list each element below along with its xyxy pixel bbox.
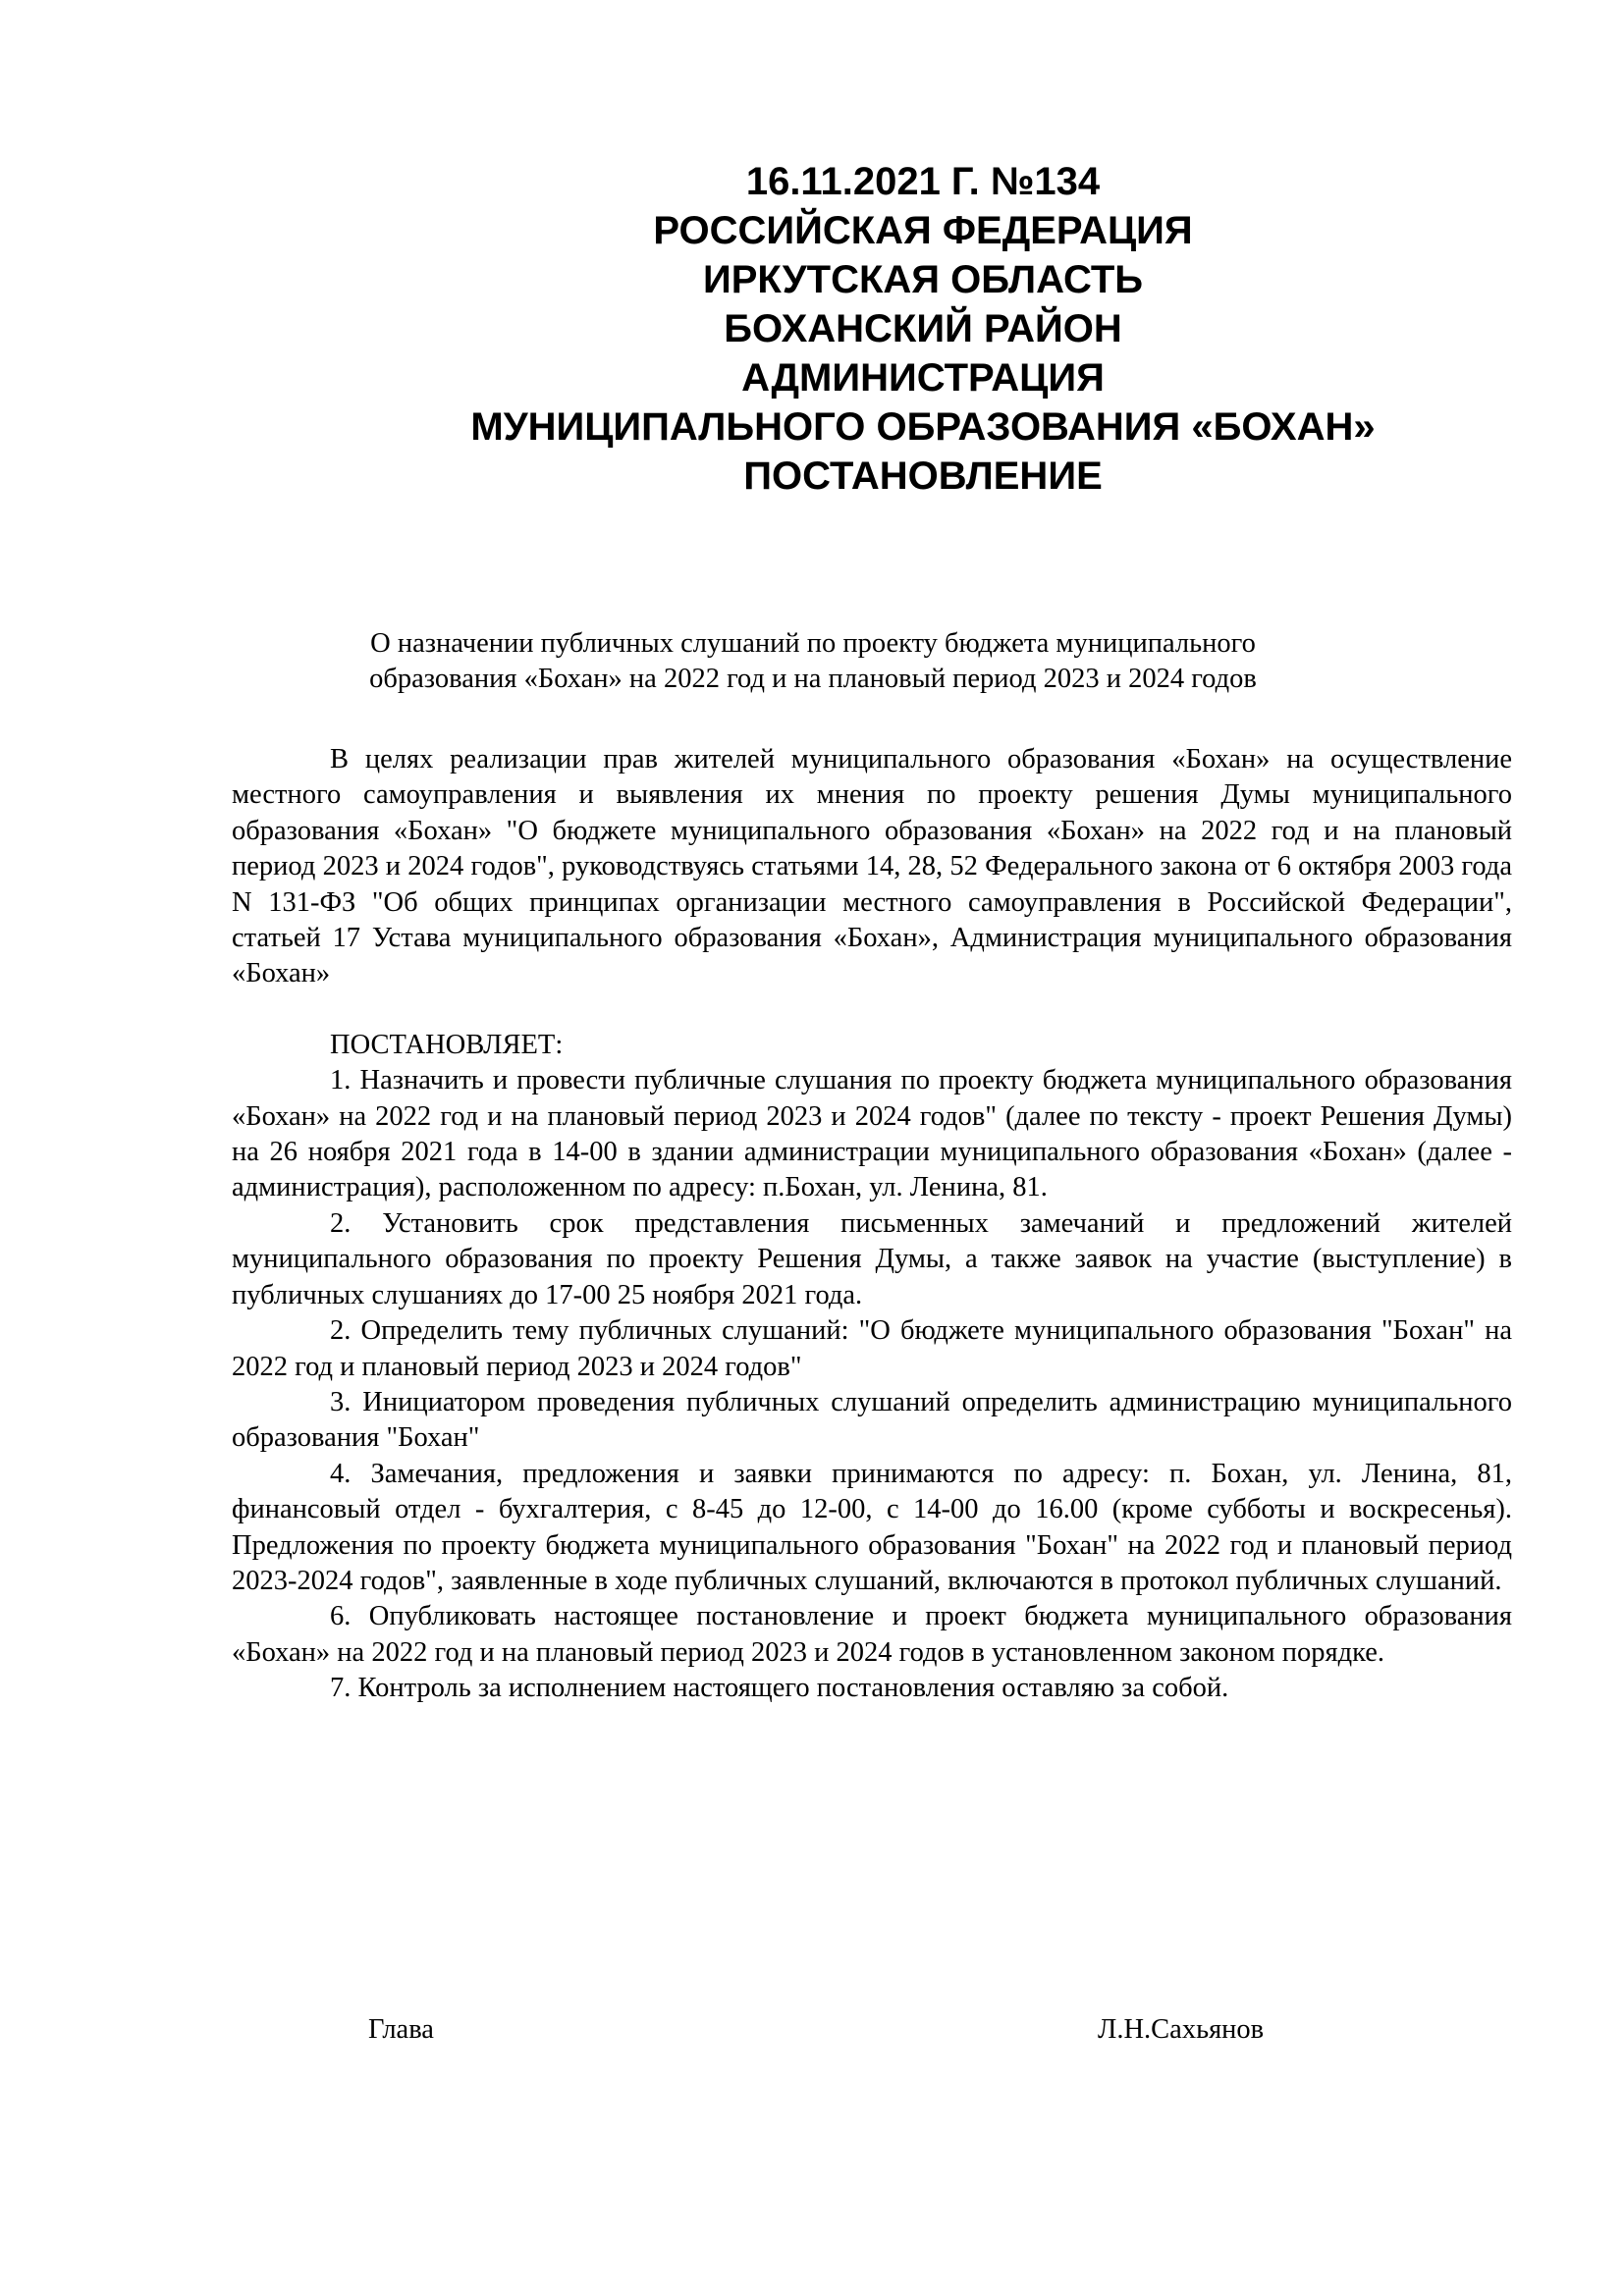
document-subject xyxy=(232,626,1394,697)
municipality-name: МУНИЦИПАЛЬНОГО ОБРАЗОВАНИЯ «БОХАН» xyxy=(470,405,1376,449)
document-body xyxy=(232,742,1512,1707)
decree-item-7: 7. Контроль за исполнением настоящего постановления оставляю за собой. xyxy=(330,1673,1229,1704)
country-name: РОССИЙСКАЯ ФЕДЕРАЦИЯ xyxy=(653,209,1193,252)
decree-item-2: 2. Установить срок представления письменных замечаний и предложений жителей муниципального образования по проекту Решения Думы, а также заявок на участие (выступление) в публичных слушаниях до 17-00 25 ноября 2021 года. xyxy=(232,1207,1512,1310)
decree-item-6: 6. Опубликовать настоящее постановление и проект бюджета муниципального образования «Бохан» на 2022 год и на плановый период 2023 и 2024 годов в установленном законом порядке. xyxy=(232,1601,1512,1668)
decree-heading: ПОСТАНОВЛЯЕТ: xyxy=(330,1029,564,1060)
decree-item-2-topic: 2. Определить тему публичных слушаний: "О бюджете муниципального образования "Бохан" на 2022 год и плановый период 2023 и 2024 годов" xyxy=(232,1315,1512,1382)
decree-item-4: 4. Замечания, предложения и заявки принимаются по адресу: п. Бохан, ул. Ленина, 81, финансовый отдел - бухгалтерия, с 8-45 до 12-00, с 14-00 до 16.00 (кроме субботы и воскресенья). Предложения по проекту бюджета муниципального образования "Бохан" на 2022 год и плановый период 2023-2024 годов", заявленные в ходе публичных слушаний, включаются в протокол публичных слушаний. xyxy=(232,1458,1512,1596)
signature-title: Глава xyxy=(368,2014,434,2045)
document-header xyxy=(373,157,1473,501)
preamble-paragraph: В целях реализации прав жителей муниципального образования «Бохан» на осуществление местного самоуправления и выявления их мнения по проекту решения Думы муниципального образования «Бохан» "О бюджете муниципального образования «Бохан» на 2022 год и на плановый период 2023 и 2024 годов", руководствуясь статьями 14, 28, 52 Федерального закона от 6 октября 2003 года N 131-ФЗ "Об общих принципах организации местного самоуправления в Российской Федерации", статьей 17 Устава муниципального образования «Бохан», Администрация муниципального образования «Бохан» xyxy=(232,744,1512,989)
decree-item-1: 1. Назначить и провести публичные слушания по проекту бюджета муниципального образования «Бохан» на 2022 год и на плановый период 2023 и 2024 годов" (далее по тексту - проект Решения Думы) на 26 ноября 2021 года в 14-00 в здании администрации муниципального образования «Бохан» (далее - администрация), расположенном по адресу: п.Бохан, ул. Ленина, 81. xyxy=(232,1065,1512,1203)
signature-name: Л.Н.Сахьянов xyxy=(1098,2014,1265,2045)
authority-name: АДМИНИСТРАЦИЯ xyxy=(741,356,1105,400)
document-date-number: 16.11.2021 Г. №134 xyxy=(745,160,1101,203)
subject-line-1: О назначении публичных слушаний по проекту бюджета муниципального xyxy=(370,628,1256,659)
decree-item-3: 3. Инициатором проведения публичных слушаний определить администрацию муниципального образования "Бохан" xyxy=(232,1386,1512,1454)
document-type: ПОСТАНОВЛЕНИЕ xyxy=(743,454,1103,498)
subject-line-2: образования «Бохан» на 2022 год и на плановый период 2023 и 2024 годов xyxy=(369,664,1257,694)
region-name: ИРКУТСКАЯ ОБЛАСТЬ xyxy=(702,258,1144,301)
district-name: БОХАНСКИЙ РАЙОН xyxy=(724,307,1122,350)
